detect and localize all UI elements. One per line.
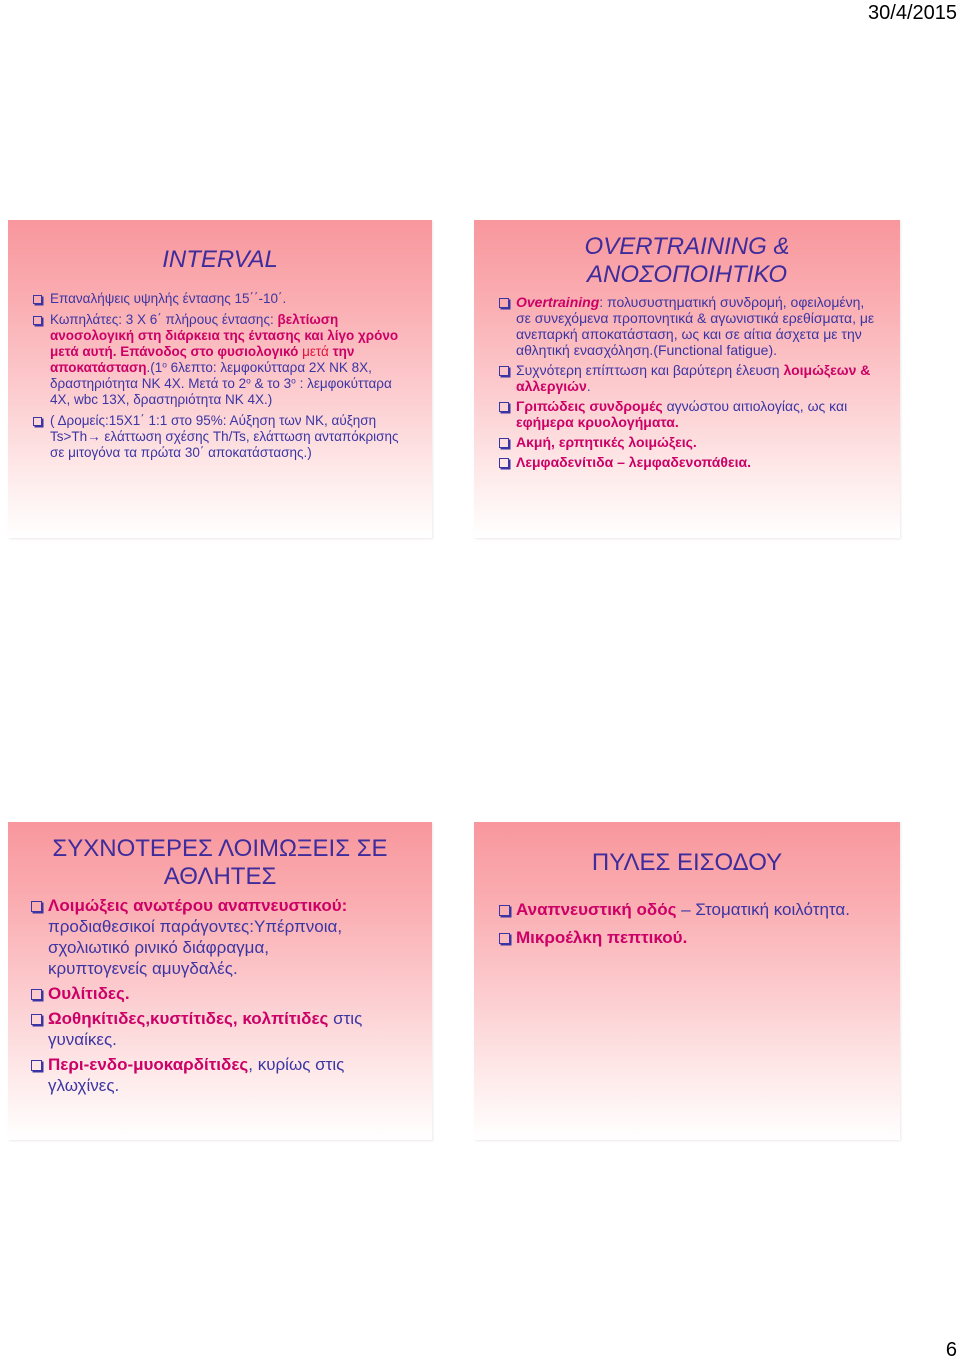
- checkbox-bullet-icon: [499, 402, 509, 412]
- slide-frequent-infections: [8, 822, 432, 1140]
- bullet-text: στις γυναίκες.: [48, 1009, 363, 1049]
- bullet-text: .: [586, 378, 591, 394]
- bullet-item: [516, 454, 876, 470]
- checkbox-bullet-icon: [33, 417, 42, 426]
- bullet-item: [50, 312, 402, 408]
- bullet-emphasis: Περι-ενδο-μυοκαρδίτιδες: [48, 1055, 249, 1074]
- bullet-item: [516, 899, 876, 921]
- bullet-item: [50, 291, 402, 307]
- bullet-list: [516, 899, 876, 949]
- bullet-item: [50, 413, 402, 461]
- bullet-text: κρυπτογενείς αμυγδαλές.: [48, 959, 238, 978]
- slide-title: [474, 233, 900, 289]
- checkbox-bullet-icon: [499, 438, 509, 448]
- bullet-emphasis: Μικροέλκη πεπτικού.: [516, 928, 688, 947]
- bullet-emphasis: Λοιμώξεις ανωτέρου αναπνευστικού:: [48, 896, 348, 915]
- checkbox-bullet-icon: [499, 366, 509, 376]
- bullet-text: 6λεπτο: λεμφοκύτταρα 2X NK 8X, δραστηριότητα NK 4X. Μετά το 2: [50, 360, 372, 391]
- bullet-emphasis: Ουλίτιδες.: [48, 984, 130, 1003]
- bullet-emphasis: Γριπώδεις συνδρομές: [516, 398, 663, 414]
- bullet-item: [48, 1054, 410, 1096]
- bullet-text: προδιαθεσικοί παράγοντες:Υπέρπνοια, σχολιωτικό ρινικό διάφραγμα,: [48, 917, 343, 957]
- bullet-emphasis: Λεμφαδενίτιδα – λεμφαδενοπάθεια.: [516, 454, 752, 470]
- bullet-emphasis: λοιμώξεων & αλλεργιών: [516, 362, 871, 394]
- bullet-emphasis: Ακμή, ερπητικές λοιμώξεις.: [516, 434, 697, 450]
- checkbox-bullet-icon: [31, 901, 42, 912]
- header-date: 30/4/2015: [868, 2, 957, 24]
- bullet-text: , κυρίως στις γλωχίνες.: [48, 1055, 345, 1095]
- slide-overtraining: [474, 220, 900, 538]
- bullet-text: : πολυσυστηματική συνδρομή, οφειλομένη, σε συνεχόμενα προπονητικά & αγωνιστικά ερεθίσματα, με ανεπαρκή αποκατάσταση, ως και σε αίτια άσχετα με την αθλητική ενασχόληση.(Functional fatigue).: [516, 294, 875, 358]
- bullet-emphasis: Overtraining: [516, 294, 600, 310]
- bullet-emphasis: Ωοθηκίτιδες,κυστίτιδες, κολπίτιδες: [48, 1009, 329, 1028]
- bullet-item: [516, 294, 876, 358]
- page-number: 6: [945, 1339, 957, 1361]
- checkbox-bullet-icon: [499, 905, 510, 916]
- bullet-text: αγνώστου αιτιολογίας, ως και: [662, 398, 848, 414]
- bullet-emphasis: εφήμερα κρυολογήματα.: [516, 414, 679, 430]
- bullet-text: Επαναλήψεις υψηλής έντασης 15΄΄-10΄.: [50, 291, 287, 306]
- slide-title: [8, 835, 432, 891]
- bullet-text: & το 3: [250, 376, 292, 391]
- right-arrow-icon: →: [87, 429, 101, 444]
- bullet-text: ( Δρομείς:15X1΄ 1:1 στο 95%: Αύξηση των NK, αύξηση Ts>Th: [50, 413, 377, 444]
- checkbox-bullet-icon: [33, 316, 42, 325]
- checkbox-bullet-icon: [499, 458, 509, 468]
- bullet-item: [516, 927, 876, 949]
- ordinal-superscript: ο: [246, 375, 251, 386]
- slide-interval: [8, 220, 432, 538]
- bullet-list: [48, 895, 410, 1096]
- bullet-emphasis: την αποκατάσταση: [50, 344, 355, 375]
- bullet-item: [48, 1008, 410, 1050]
- bullet-text: Συχνότερη επίπτωση και βαρύτερη έλευση: [516, 362, 784, 378]
- bullet-text: : λεμφοκύτταρα 4X, wbc 13X, δραστηριότητα NK 4X.): [50, 376, 392, 407]
- slide-title-line: ΑΘΛΗΤΕΣ: [163, 863, 277, 890]
- slide-title-line: ΑΝΟΣΟΠΟΙΗΤΙΚΟ: [587, 261, 787, 288]
- bullet-emphasis: Αναπνευστική οδός: [516, 900, 677, 919]
- slide-title-line: ΣΥΧΝΟΤΕΡΕΣ ΛΟΙΜΩΞΕΙΣ ΣΕ: [52, 835, 388, 862]
- bullet-item: [516, 434, 876, 450]
- checkbox-bullet-icon: [31, 1060, 42, 1071]
- checkbox-bullet-icon: [31, 989, 42, 1000]
- bullet-text: ελάττωση σχέσης Th/Ts, ελάττωση ανταπόκρισης σε μιτογόνα τα πρώτα 30΄ αποκατάστασης.): [50, 429, 399, 460]
- bullet-text: – Στοματική κοιλότητα.: [676, 900, 850, 919]
- checkbox-bullet-icon: [31, 1014, 42, 1025]
- bullet-item: [48, 895, 410, 979]
- bullet-emphasis: βελτίωση ανοσολογική στη διάρκεια της έντασης και λίγο χρόνο μετά αυτή. Επάνοδος στο φυσιολογικό: [50, 312, 399, 359]
- bullet-highlight: μετά: [298, 344, 329, 359]
- bullet-text: .(1: [146, 360, 163, 375]
- bullet-item: [48, 983, 410, 1004]
- slide-title: INTERVAL: [162, 246, 278, 273]
- slide-title-line: OVERTRAINING &: [584, 233, 790, 260]
- ordinal-superscript: ο: [162, 359, 167, 370]
- bullet-list: [516, 294, 876, 470]
- ordinal-superscript: ο: [291, 375, 296, 386]
- checkbox-bullet-icon: [33, 295, 42, 304]
- bullet-list: [50, 291, 402, 461]
- checkbox-bullet-icon: [499, 933, 510, 944]
- slide-entry-ports: [474, 822, 900, 1140]
- bullet-item: [516, 362, 876, 394]
- slide-title: ΠΥΛΕΣ ΕΙΣΟΔΟΥ: [591, 849, 783, 876]
- bullet-item: [516, 398, 876, 430]
- checkbox-bullet-icon: [499, 298, 509, 308]
- bullet-text: Κωπηλάτες: 3 Χ 6΄ πλήρους έντασης:: [50, 312, 278, 327]
